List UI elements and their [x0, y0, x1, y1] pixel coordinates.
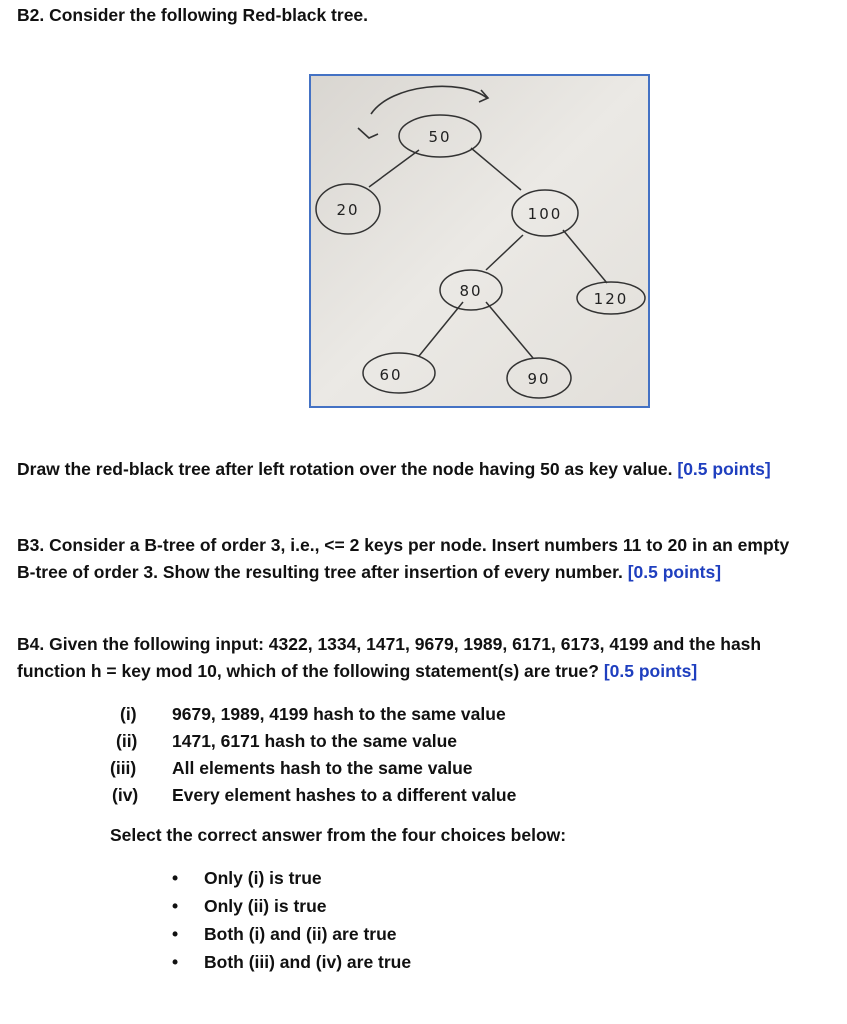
svg-text:60: 60	[379, 366, 403, 384]
b3-points: [0.5 points]	[627, 562, 722, 582]
select-prompt: Select the correct answer from the four choices below:	[110, 825, 567, 845]
red-black-tree-figure	[309, 74, 650, 408]
choice-text: Both (iii) and (iv) are true	[204, 952, 412, 972]
b2-task-text: Draw the red-black tree after left rotation over the node having 50 as key value.	[17, 459, 673, 479]
paper-background	[311, 76, 648, 406]
statement-number: (ii)	[116, 731, 138, 751]
b2-points: [0.5 points]	[677, 459, 771, 479]
choice-text: Only (ii) is true	[204, 896, 327, 916]
statement-number: (i)	[120, 704, 137, 724]
b4-line1: B4. Given the following input: 4322, 1334, 1471, 9679, 1989, 6171, 6173, 4199 and the hash	[17, 634, 762, 654]
bullet-icon: •	[172, 868, 179, 888]
b2-heading: B2. Consider the following Red-black tree.	[17, 5, 369, 25]
b4-line2	[17, 661, 697, 682]
statement-text: 1471, 6171 hash to the same value	[172, 731, 458, 751]
svg-text:90: 90	[527, 370, 551, 388]
choice-text: Only (i) is true	[204, 868, 322, 888]
svg-text:20: 20	[336, 201, 360, 219]
statement-number: (iii)	[110, 758, 137, 778]
statement-text: Every element hashes to a different value	[172, 785, 517, 805]
b3-line2-text: B-tree of order 3. Show the resulting tree after insertion of every number.	[17, 562, 623, 582]
b4-points: [0.5 points]	[603, 661, 698, 681]
svg-text:80: 80	[459, 282, 483, 300]
bullet-icon: •	[172, 896, 179, 916]
statement-number: (iv)	[112, 785, 139, 805]
b4-line2-text: function h = key mod 10, which of the following statement(s) are true?	[17, 661, 599, 681]
svg-text:100: 100	[527, 205, 563, 223]
bullet-icon: •	[172, 952, 179, 972]
b3-line1: B3. Consider a B-tree of order 3, i.e., <= 2 keys per node. Insert numbers 11 to 20 in an empty	[17, 535, 790, 555]
svg-text:50: 50	[428, 128, 452, 146]
svg-text:120: 120	[593, 290, 629, 308]
tree-diagram	[311, 76, 648, 406]
b3-line2	[17, 562, 721, 583]
statement-text: All elements hash to the same value	[172, 758, 473, 778]
choice-text: Both (i) and (ii) are true	[204, 924, 397, 944]
bullet-icon: •	[172, 924, 179, 944]
b2-task	[17, 459, 771, 480]
statement-text: 9679, 1989, 4199 hash to the same value	[172, 704, 506, 724]
